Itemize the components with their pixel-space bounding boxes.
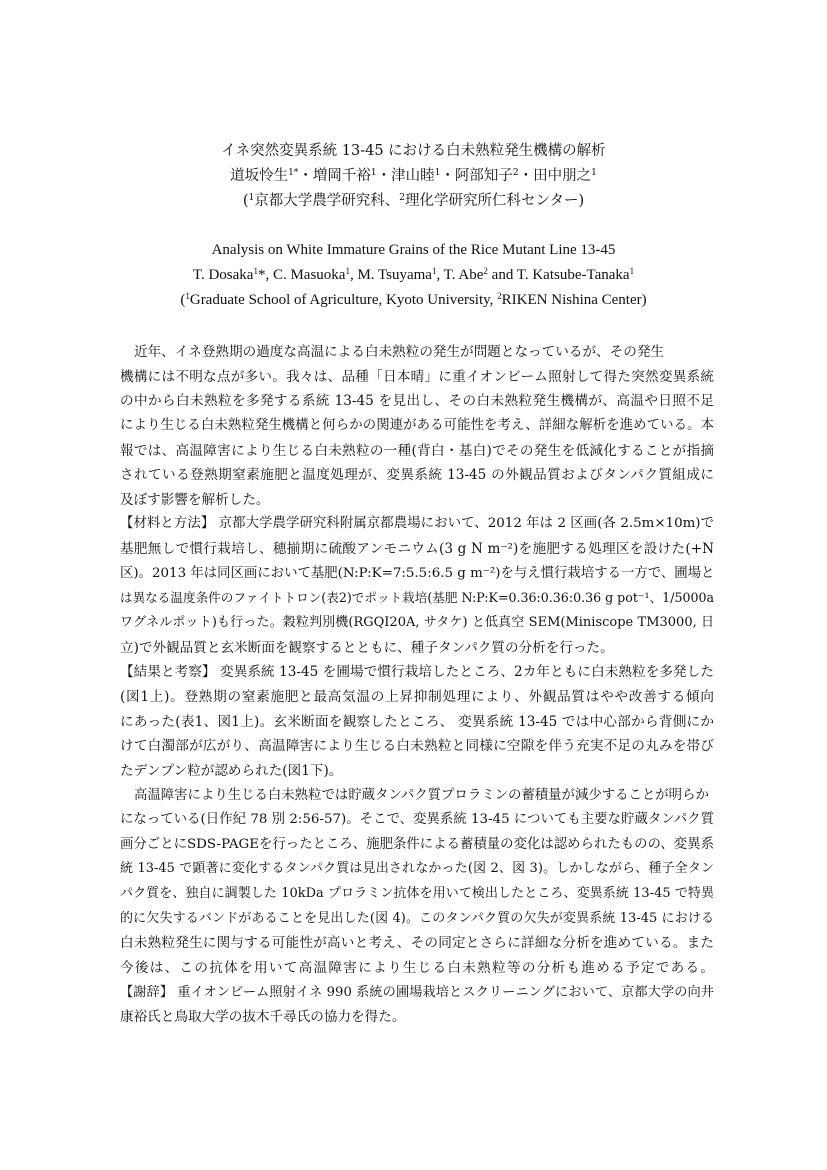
japanese-affiliation: ($^1$京都大学農学研究科、$^2$理化学研究所仁科センター) <box>242 193 585 209</box>
abstract-body <box>120 340 714 1030</box>
body-line: 康裕氏と鳥取大学の抜木千尋氏の協力を得た。 <box>120 1009 406 1026</box>
body-line: 区)。2013 年は同区画において基肥(N:P:K=7:5.5:6.5 g m⁻²)を与え慣行栽培する一方で、圃場と <box>120 565 714 581</box>
body-line: 及ぼす影響を解析した。 <box>120 491 270 508</box>
body-line: 高温障害により生じる白未熟粒では貯蔵タンパク質プロラミンの蓄積量が減少することが明らか <box>134 787 709 803</box>
body-line: は異なる温度条件のファイトトロン(表2)でポット栽培(基肥 N:P:K=0.36:0.36:0.36 g pot⁻¹、1/5000a <box>120 590 714 606</box>
english-title: Analysis on White Immature Grains of the Rice Mutant Line 13-45 <box>211 242 616 258</box>
body-line: 今後は、この抗体を用いて高温障害により生じる白未熟粒等の分析も進める予定である。 <box>120 960 714 977</box>
body-line: 画分ごとにSDS-PAGEを行ったところ、施肥条件による蓄積量の変化は認められたものの、変異系 <box>120 836 714 852</box>
english-authors: T. Dosaka$^1$*, C. Masuoka$^1$, M. Tsuyama$^1$, T. Abe$^2$ and T. Katsube-Tanaka$^1$ <box>192 266 635 283</box>
english-affiliation: ($^1$Graduate School of Agriculture, Kyoto University, $^2$RIKEN Nishina Center) <box>180 291 647 308</box>
body-line: になっている(日作紀 78 別 2:56-57)。そこで、変異系統 13-45 についても主要な貯蔵タンパク質 <box>120 812 714 828</box>
body-line: (図1上)。登熟期の窒素施肥と最高気温の上昇抑制処理により、外観品質はやや改善する傾向 <box>120 688 714 705</box>
body-line: 近年、イネ登熟期の過度な高温による白未熟粒の発生が問題となっているが、その発生 <box>134 344 665 360</box>
body-line: 的に欠失するバンドがあることを見出した(図 4)。このタンパク質の欠失が変異系統 13-45 における <box>120 910 714 926</box>
section-materials-methods: 【材料と方法】 京都大学農学研究科附属京都農場において、2012 年は 2 区画(各 2.5m×10m)で <box>120 516 714 532</box>
body-line: ワグネルポット)も行った。穀粒判別機(RGQI20A, サタケ) と低真空 SEM(Miniscope TM3000, 日 <box>120 615 714 631</box>
body-line: されている登熟期窒素施肥と温度処理が、変異系統 13-45 の外観品質およびタンパク質組成に <box>120 467 714 484</box>
body-line: 白未熟粒発生に関与する可能性が高いと考え、その同定とさらに詳細な分析を進めている。また <box>120 935 714 952</box>
body-line: 統 13-45 で顕著に変化するタンパク質は見出されなかった(図 2、図 3)。しかしながら、種子全タン <box>120 861 714 877</box>
body-line: パク質を、独自に調製した 10kDa プロラミン抗体を用いて検出したところ、変異系統 13-45 で特異 <box>120 886 714 902</box>
body-line: けて白濁部が広がり、高温障害により生じる白未熟粒と同様に空隙を伴う充実不足の丸みを帯び <box>120 738 714 755</box>
section-results-discussion: 【結果と考察】 変異系統 13-45 を圃場で慣行栽培したところ、2カ年ともに白未熟粒を多発した <box>120 664 714 681</box>
body-line: 機構には不明な点が多い。我々は、品種「日本晴」に重イオンビーム照射して得た突然変異系統 <box>120 368 714 385</box>
body-line: 基肥無しで慣行栽培し、穂揃期に硫酸アンモニウム(3 g N m⁻²)を施肥する処理区を設けた(+N <box>120 541 714 558</box>
body-line: の中から白未熟粒を多発する系統 13-45 を見出し、その白未熟粒発生機構が、高温や日照不足 <box>120 393 714 410</box>
section-acknowledgements: 【謝辞】 重イオンビーム照射イネ 990 系統の圃場栽培とスクリーニングにおいて、京都大学の向井 <box>120 984 714 1000</box>
body-line: たデンプン粒が認められた(図1下)。 <box>120 762 343 779</box>
body-line: 報では、高温障害により生じる白未熟粒の一種(背白・基白)でその発生を低減化することが指摘 <box>120 442 714 459</box>
body-line: により生じる白未熟粒発生機構と何らかの関連がある可能性を考え、詳細な解析を進めている。本 <box>120 417 714 433</box>
body-line: にあった(表1、図1上)。玄米断面を観察したところ、 変異系統 13-45 では中心部から背側にか <box>120 713 714 730</box>
japanese-authors: 道坂怜生$^{1*}$・増岡千裕$^1$・津山睦$^1$・阿部知子$^2$・田中朋之$^1$ <box>230 168 597 184</box>
japanese-title: イネ突然変異系統 13-45 における白未熟粒発生機構の解析 <box>221 143 606 159</box>
body-line: 立)で外観品質と玄米断面を観察するとともに、種子タンパク質の分析を行った。 <box>120 639 614 656</box>
